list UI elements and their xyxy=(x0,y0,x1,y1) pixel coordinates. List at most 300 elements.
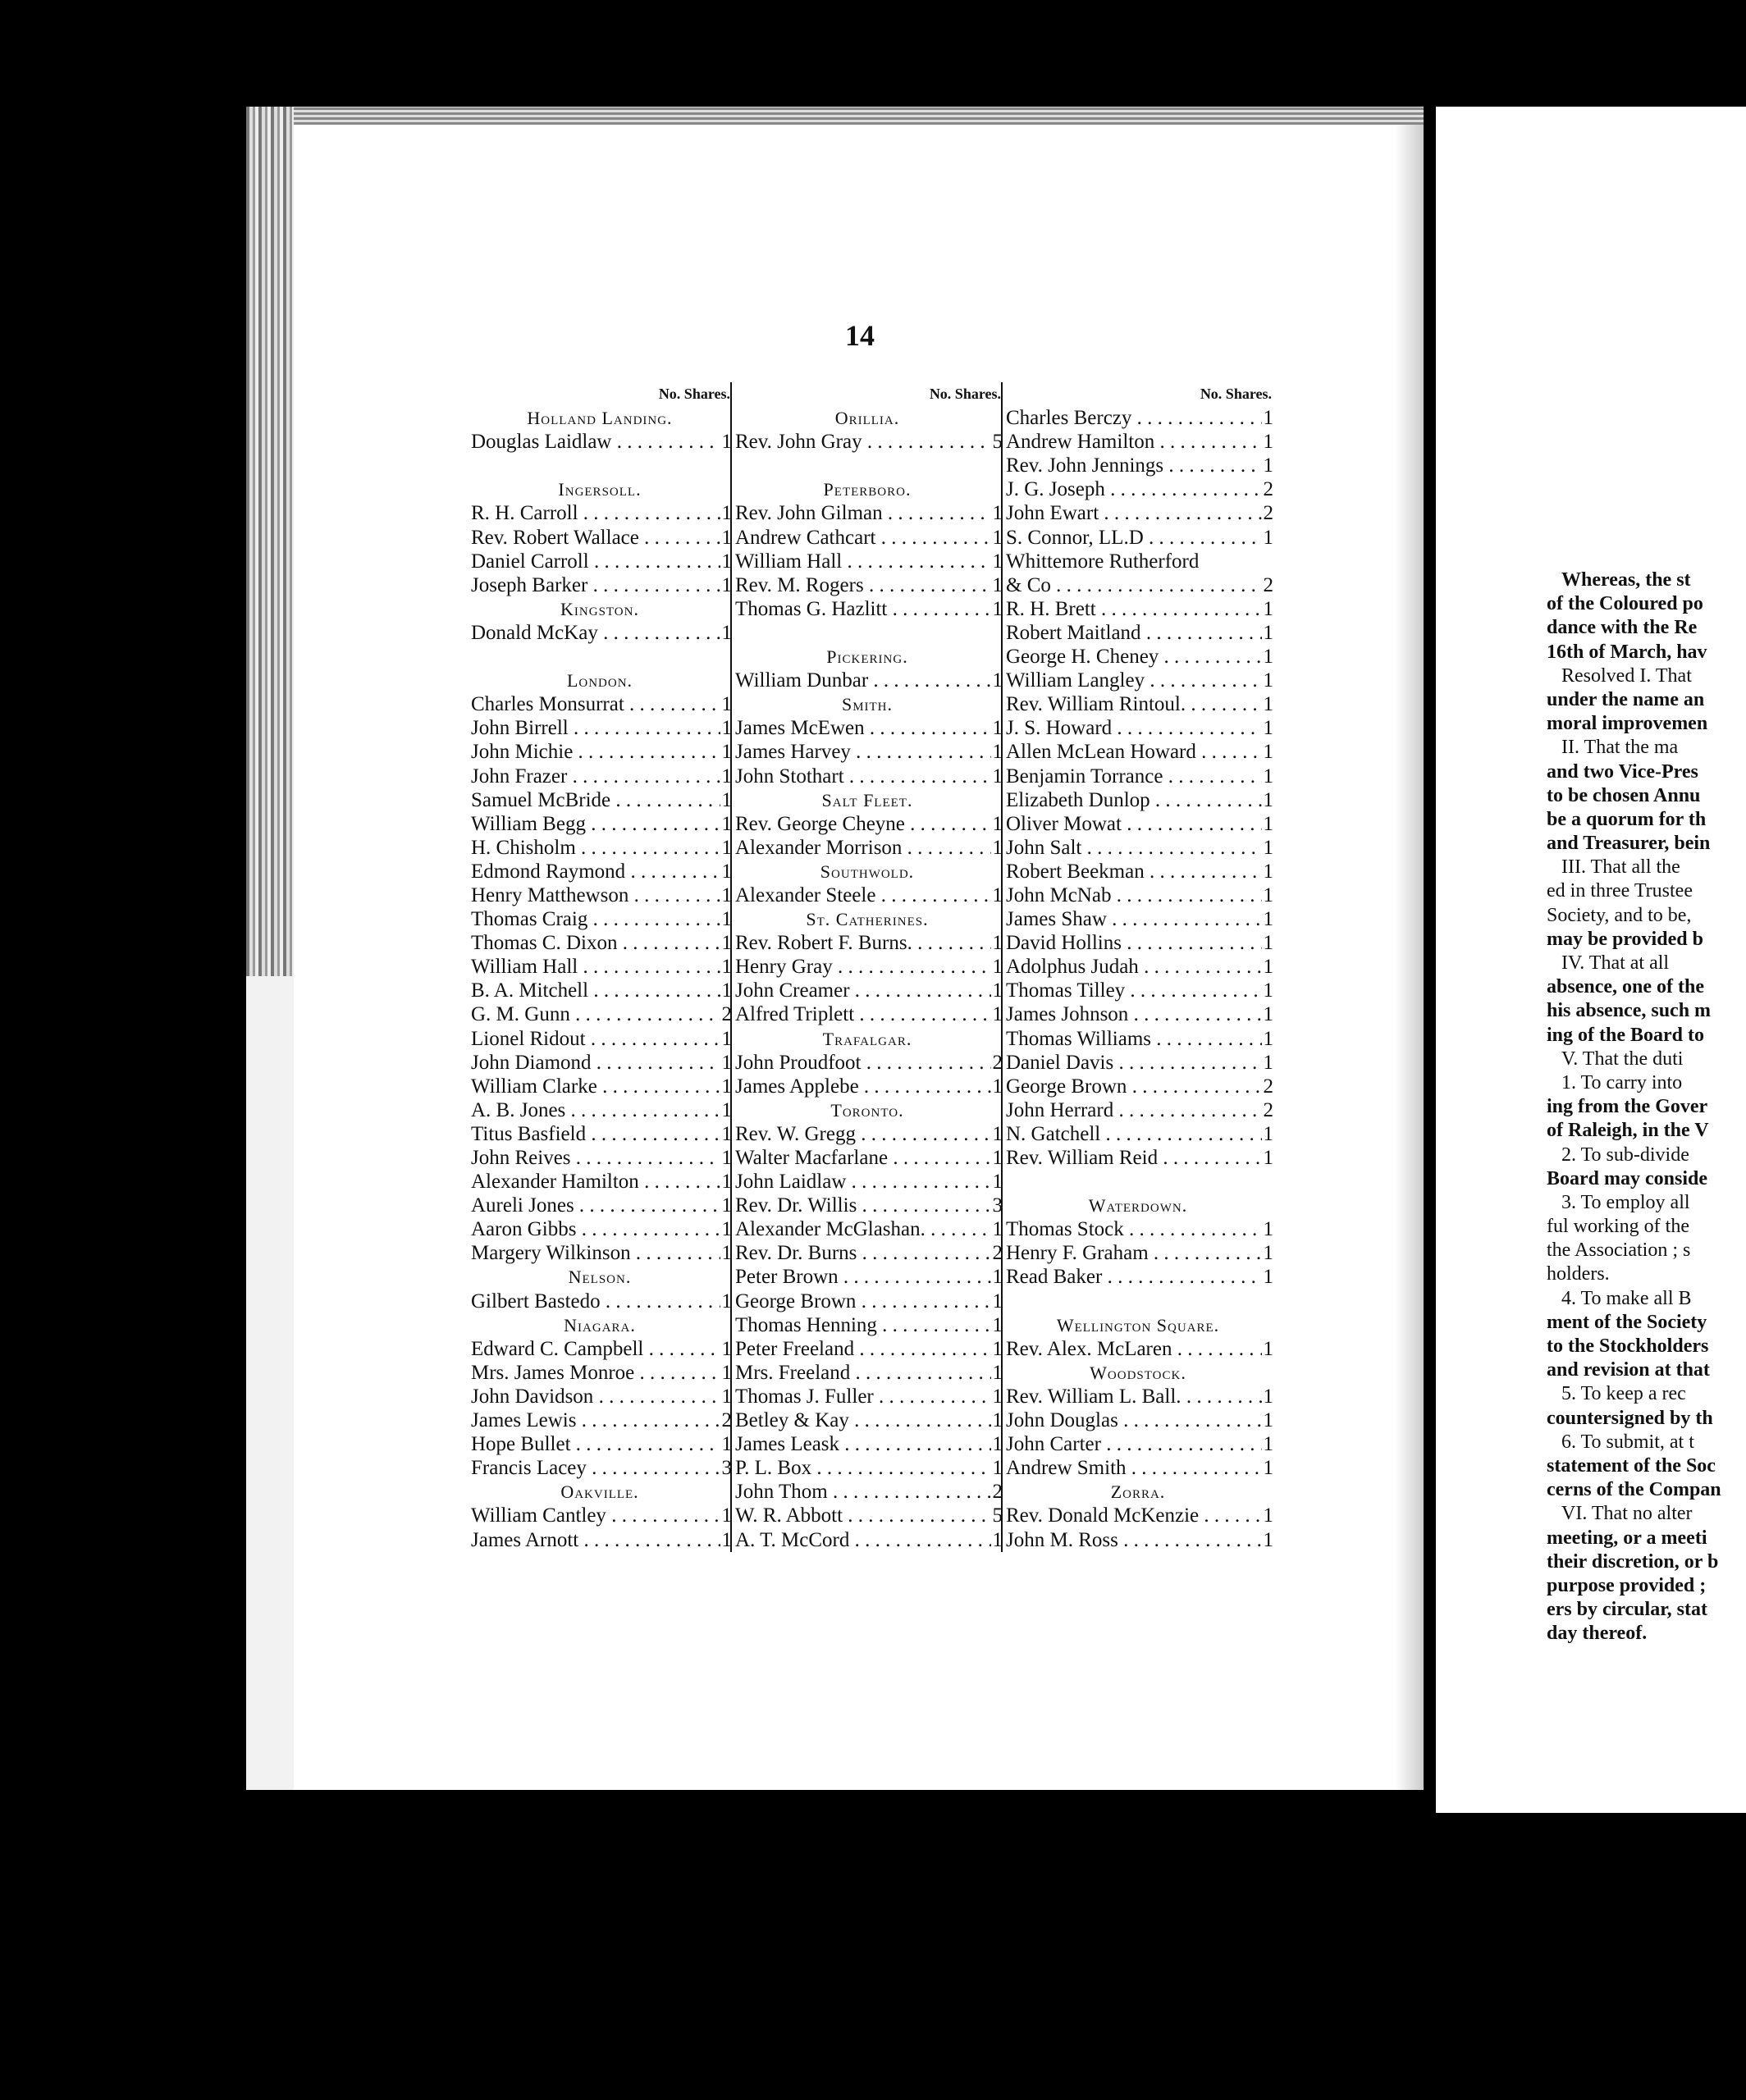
text-line: II. That the ma xyxy=(1561,737,1679,759)
share-count: 1 xyxy=(1263,1027,1273,1050)
shareholder-row xyxy=(468,716,732,740)
shareholder-name: Hope Bullet . . . xyxy=(468,1432,720,1456)
text-line: IV. That at all xyxy=(1561,952,1670,974)
share-count: 1 xyxy=(721,693,732,716)
text-line: 3. To employ all xyxy=(1561,1191,1690,1213)
text-line: their discretion, or b xyxy=(1547,1550,1719,1573)
shareholder-name: Thomas J. Fuller . . . xyxy=(732,1385,991,1408)
shareholder-row xyxy=(468,1051,732,1075)
share-count: 1 xyxy=(721,1122,732,1145)
shareholder-row xyxy=(468,1170,732,1194)
shareholder-name: Alexander Hamilton . . . xyxy=(468,1170,720,1194)
share-count: 1 xyxy=(721,1361,732,1384)
shareholder-row xyxy=(468,692,732,716)
text-line: Whereas, the st xyxy=(1561,569,1691,591)
shareholder-row xyxy=(1003,812,1273,836)
share-count: 1 xyxy=(992,1171,1003,1194)
shareholder-row xyxy=(732,1528,1003,1552)
text-line: meeting, or a meeti xyxy=(1547,1527,1707,1549)
shareholder-row xyxy=(1003,1122,1273,1146)
shareholder-name: Rev. George Cheyne . . . xyxy=(732,812,991,836)
shareholder-row xyxy=(468,430,732,454)
shareholder-row xyxy=(732,1480,1003,1504)
spacer xyxy=(468,454,732,477)
text-line: may be provided b xyxy=(1547,928,1703,950)
shareholder-name: Peter Brown . . . xyxy=(732,1265,991,1289)
shareholder-row xyxy=(468,501,732,525)
text-line: countersigned by th xyxy=(1547,1407,1713,1429)
shareholder-row xyxy=(468,1146,732,1170)
shareholder-name: John Thom . . . xyxy=(732,1480,991,1504)
text-line: 4. To make all B xyxy=(1561,1287,1692,1309)
share-count: 1 xyxy=(721,788,732,811)
text-line: 2. To sub-divide xyxy=(1561,1144,1689,1166)
shareholder-row xyxy=(732,836,1003,860)
shareholder-name: N. Gatchell . . . xyxy=(1003,1122,1262,1146)
column-header: No. Shares. xyxy=(1200,386,1272,402)
share-count: 1 xyxy=(992,883,1003,906)
shareholder-name: Daniel Davis . . . xyxy=(1003,1051,1262,1075)
share-count: 1 xyxy=(992,1075,1003,1098)
shareholder-row xyxy=(468,1194,732,1217)
shareholder-row xyxy=(1003,1051,1273,1075)
shareholder-name: Benjamin Torrance . . . xyxy=(1003,765,1262,788)
shareholder-row xyxy=(732,501,1003,525)
share-count: 1 xyxy=(1263,1242,1273,1265)
share-count: 5 xyxy=(992,431,1003,454)
share-count: 1 xyxy=(721,883,732,906)
shareholder-row xyxy=(732,669,1003,692)
share-count: 1 xyxy=(992,1433,1003,1456)
shareholder-row xyxy=(1003,883,1273,907)
shareholder-name: Alexander Steele . . . xyxy=(732,883,991,907)
share-count: 1 xyxy=(1263,1504,1273,1527)
share-count: 1 xyxy=(992,1266,1003,1289)
share-count: 1 xyxy=(1263,1266,1273,1289)
shareholder-row xyxy=(1003,1456,1273,1480)
shareholder-row xyxy=(1003,550,1273,573)
shareholder-name: John Reives . . . xyxy=(468,1146,720,1170)
share-count: 1 xyxy=(721,1218,732,1241)
shareholder-row xyxy=(732,1051,1003,1075)
shareholder-row xyxy=(468,1241,732,1265)
text-line: under the name an xyxy=(1547,688,1705,710)
shareholder-name: Aureli Jones . . . xyxy=(468,1194,720,1217)
text-line: holders. xyxy=(1547,1263,1610,1285)
text-line: of Raleigh, in the V xyxy=(1547,1120,1709,1142)
share-count: 1 xyxy=(1263,431,1273,454)
section-heading: Niagara. xyxy=(564,1314,636,1335)
shareholder-name: James Applebe . . . xyxy=(732,1075,991,1098)
share-count: 1 xyxy=(1263,1528,1273,1551)
shareholder-name: George Brown . . . xyxy=(732,1290,991,1313)
share-count: 1 xyxy=(1263,597,1273,620)
shareholder-name: James Lewis . . . xyxy=(468,1408,720,1432)
section-heading: Peterboro. xyxy=(823,479,912,500)
shareholder-row xyxy=(468,1337,732,1361)
share-count: 1 xyxy=(721,1337,732,1360)
shareholder-name: William Langley . . . xyxy=(1003,669,1262,692)
section-heading: Smith. xyxy=(841,694,894,715)
share-count: 1 xyxy=(1263,860,1273,883)
section-heading: Southwold. xyxy=(820,861,915,882)
section-heading: Toronto. xyxy=(830,1099,904,1121)
spacer xyxy=(732,621,1003,645)
shareholder-name: Mrs. Freeland . . . xyxy=(732,1361,991,1385)
share-count: 1 xyxy=(1263,646,1273,669)
shareholder-name: George Brown . . . xyxy=(1003,1075,1262,1098)
shareholder-name: John M. Ross . . . xyxy=(1003,1528,1262,1552)
shareholder-name: Alfred Triplett . . . xyxy=(732,1002,991,1026)
share-count: 1 xyxy=(992,1528,1003,1551)
section-heading: Orillia. xyxy=(834,408,900,429)
share-count: 1 xyxy=(992,1385,1003,1408)
share-count: 1 xyxy=(721,836,732,859)
shareholder-name: James Shaw . . . xyxy=(1003,907,1262,931)
shareholder-row xyxy=(732,883,1003,907)
text-line: ing from the Gover xyxy=(1547,1096,1708,1118)
share-count: 1 xyxy=(721,1027,732,1050)
shareholder-name: Donald McKay . . . xyxy=(468,621,720,645)
shareholder-row xyxy=(732,573,1003,597)
shareholder-row xyxy=(732,1432,1003,1456)
shareholder-row xyxy=(1003,765,1273,788)
share-count: 1 xyxy=(1263,693,1273,716)
share-count: 1 xyxy=(1263,1051,1273,1074)
shareholder-row xyxy=(1003,931,1273,955)
share-count: 1 xyxy=(992,1409,1003,1432)
shareholder-name: James Leask . . . xyxy=(732,1432,991,1456)
text-line: dance with the Re xyxy=(1547,617,1698,639)
shareholder-row xyxy=(468,907,732,931)
share-count: 1 xyxy=(721,956,732,979)
shareholder-row xyxy=(732,1170,1003,1194)
shareholder-name: J. S. Howard . . . xyxy=(1003,716,1262,740)
section-heading: Trafalgar. xyxy=(822,1028,912,1049)
shareholder-name: P. L. Box . . . xyxy=(732,1456,991,1480)
shareholder-name: Thomas C. Dixon . . . xyxy=(468,931,720,955)
shareholder-row xyxy=(468,1002,732,1026)
share-count: 2 xyxy=(721,1003,732,1026)
shareholder-name: Rev. William Rintoul. . . . xyxy=(1003,692,1262,716)
shareholder-row xyxy=(468,860,732,883)
shareholder-name: William Cantley . . . xyxy=(468,1504,720,1527)
shareholder-row xyxy=(732,1290,1003,1313)
shareholder-row xyxy=(468,765,732,788)
share-count: 1 xyxy=(992,1003,1003,1026)
shareholder-row xyxy=(1003,1265,1273,1289)
shareholder-name: James Harvey . . . xyxy=(732,740,991,764)
share-count: 1 xyxy=(1263,1147,1273,1169)
shareholder-row xyxy=(468,1075,732,1098)
share-count: 1 xyxy=(992,717,1003,740)
shareholder-row xyxy=(1003,1002,1273,1026)
shareholder-name: Rev. John Gray . . . xyxy=(732,430,991,454)
share-count: 1 xyxy=(721,765,732,788)
section-heading: Pickering. xyxy=(826,646,908,668)
shareholder-name: Gilbert Bastedo . . . xyxy=(468,1290,720,1313)
shareholder-name: J. G. Joseph . . . xyxy=(1003,477,1262,501)
shareholder-name: James Arnott . . . xyxy=(468,1528,720,1552)
shareholder-row xyxy=(1003,1075,1273,1098)
text-line: 6. To submit, at t xyxy=(1561,1431,1694,1453)
shareholder-name: Samuel McBride . . . xyxy=(468,788,720,812)
text-line: to be chosen Annu xyxy=(1547,784,1701,806)
right-page-text xyxy=(1547,568,1746,1646)
shareholder-row xyxy=(468,621,732,645)
shareholder-name: Alexander Morrison . . . xyxy=(732,836,991,860)
shareholder-name: Rev. John Jennings . . . xyxy=(1003,454,1262,477)
share-count: 1 xyxy=(992,1290,1003,1312)
share-count xyxy=(1262,550,1273,573)
text-line: day thereof. xyxy=(1547,1623,1648,1645)
spacer xyxy=(468,645,732,669)
share-count: 1 xyxy=(721,1433,732,1456)
share-count: 1 xyxy=(1263,956,1273,979)
shareholder-row xyxy=(1003,669,1273,692)
share-count: 1 xyxy=(1263,812,1273,835)
shares-column-2 xyxy=(730,382,1003,1552)
shareholder-row xyxy=(1003,1385,1273,1408)
shareholder-row xyxy=(468,526,732,550)
shareholder-name: Rev. William L. Ball. . . . xyxy=(1003,1385,1262,1408)
shareholder-name: John Ewart . . . xyxy=(1003,501,1262,525)
share-count: 1 xyxy=(1263,1218,1273,1241)
shareholder-row xyxy=(468,979,732,1002)
section-heading: Kingston. xyxy=(560,598,639,619)
share-count: 1 xyxy=(992,1361,1003,1384)
shareholder-name: Oliver Mowat . . . xyxy=(1003,812,1262,836)
shareholder-row xyxy=(1003,907,1273,931)
share-count: 1 xyxy=(992,1457,1003,1480)
shareholder-name: Joseph Barker . . . xyxy=(468,573,720,597)
shareholder-name: Walter Macfarlane . . . xyxy=(732,1146,991,1170)
shareholder-row xyxy=(468,1456,732,1480)
shareholder-row xyxy=(468,788,732,812)
shareholder-name: John Carter . . . xyxy=(1003,1432,1262,1456)
share-count: 1 xyxy=(721,502,732,525)
share-count: 1 xyxy=(721,526,732,549)
shareholder-row xyxy=(1003,621,1273,645)
shareholder-name: Daniel Carroll . . . xyxy=(468,550,720,573)
page-number: 14 xyxy=(845,319,875,352)
shareholder-row xyxy=(468,955,732,979)
share-count: 1 xyxy=(1263,1433,1273,1456)
share-count: 1 xyxy=(721,717,732,740)
shareholder-row xyxy=(732,550,1003,573)
shareholder-name: Rev. William Reid . . . xyxy=(1003,1146,1262,1170)
text-line: ers by circular, stat xyxy=(1547,1599,1707,1621)
share-count: 1 xyxy=(1263,1337,1273,1360)
shareholder-name: Rev. Robert Wallace . . . xyxy=(468,526,720,550)
section-heading: St. Catherines. xyxy=(806,909,929,930)
share-count: 1 xyxy=(992,979,1003,1002)
shareholder-name: Thomas Williams . . . xyxy=(1003,1027,1262,1051)
shareholder-row xyxy=(1003,716,1273,740)
share-count: 1 xyxy=(992,1147,1003,1169)
section-heading: Waterdown. xyxy=(1088,1195,1188,1217)
shareholder-name: John Creamer . . . xyxy=(732,979,991,1002)
share-count: 1 xyxy=(992,956,1003,979)
text-line: 16th of March, hav xyxy=(1547,641,1707,663)
shares-column-3 xyxy=(1001,382,1273,1552)
shareholder-row xyxy=(1003,1337,1273,1361)
shareholder-name: Alexander McGlashan. . . . xyxy=(732,1217,991,1241)
shareholder-row xyxy=(732,1194,1003,1217)
shareholder-row xyxy=(732,740,1003,764)
share-count: 1 xyxy=(992,765,1003,788)
share-count: 1 xyxy=(721,1098,732,1121)
shareholder-row xyxy=(468,836,732,860)
text-line: ment of the Society xyxy=(1547,1311,1707,1333)
shareholder-row xyxy=(732,955,1003,979)
shareholder-row xyxy=(1003,1098,1273,1122)
shareholder-row xyxy=(1003,836,1273,860)
column-header: No. Shares. xyxy=(929,386,1001,402)
page-edge-shadow xyxy=(246,976,294,1790)
share-count: 3 xyxy=(992,1194,1003,1217)
shareholder-name: Rev. John Gilman . . . xyxy=(732,501,991,525)
text-line: and revision at that xyxy=(1547,1359,1710,1381)
share-count: 2 xyxy=(1263,478,1273,501)
shareholder-name: John Michie . . . xyxy=(468,740,720,764)
shareholder-name: Robert Beekman . . . xyxy=(1003,860,1262,883)
shareholder-name: James McEwen . . . xyxy=(732,716,991,740)
shareholder-row xyxy=(1003,406,1273,430)
shareholder-row xyxy=(468,931,732,955)
shareholder-row xyxy=(1003,501,1273,525)
shareholder-row xyxy=(468,1361,732,1385)
share-count: 1 xyxy=(721,621,732,644)
shareholder-name: G. M. Gunn . . . xyxy=(468,1002,720,1026)
shareholder-row xyxy=(732,1385,1003,1408)
shareholder-name: William Dunbar . . . xyxy=(732,669,991,692)
book-spine-edge xyxy=(246,107,294,976)
shareholder-name: James Johnson . . . xyxy=(1003,1002,1262,1026)
shareholder-name: William Hall . . . xyxy=(732,550,991,573)
shareholder-name: H. Chisholm . . . xyxy=(468,836,720,860)
share-count: 1 xyxy=(721,1504,732,1527)
share-count: 1 xyxy=(1263,1122,1273,1145)
share-count: 1 xyxy=(1263,883,1273,906)
shareholder-row xyxy=(732,1313,1003,1337)
share-count: 1 xyxy=(1263,836,1273,859)
text-line: 1. To carry into xyxy=(1561,1071,1683,1093)
shareholder-name: John Stothart . . . xyxy=(732,765,991,788)
text-line: ed in three Trustee xyxy=(1547,880,1693,902)
shareholder-name: David Hollins . . . xyxy=(1003,931,1262,955)
shareholder-row xyxy=(732,1456,1003,1480)
text-line: statement of the Soc xyxy=(1547,1454,1716,1477)
section-heading: Wellington Square. xyxy=(1056,1314,1220,1335)
text-line: ing of the Board to xyxy=(1547,1024,1704,1046)
shareholder-row xyxy=(1003,597,1273,621)
shareholder-row xyxy=(732,979,1003,1002)
text-line: Society, and to be, xyxy=(1547,904,1692,926)
share-count: 1 xyxy=(721,1171,732,1194)
share-count: 1 xyxy=(1263,1409,1273,1432)
share-count: 1 xyxy=(1263,1385,1273,1408)
shareholder-row xyxy=(1003,1432,1273,1456)
shareholder-name: Mrs. James Monroe . . . xyxy=(468,1361,720,1385)
shareholder-name: Betley & Kay . . . xyxy=(732,1408,991,1432)
section-heading: Ingersoll. xyxy=(558,479,642,500)
shareholder-name: S. Connor, LL.D . . . xyxy=(1003,526,1262,550)
share-count: 1 xyxy=(1263,454,1273,477)
section-heading: Oakville. xyxy=(560,1481,639,1503)
shareholder-row xyxy=(1003,740,1273,764)
shareholder-row xyxy=(732,1337,1003,1361)
shareholder-name: William Hall . . . xyxy=(468,955,720,979)
text-line: Resolved I. That xyxy=(1561,664,1692,687)
shareholder-row xyxy=(732,931,1003,955)
shareholder-name: R. H. Brett . . . xyxy=(1003,597,1262,621)
share-count: 1 xyxy=(721,1147,732,1169)
shareholder-row xyxy=(732,1122,1003,1146)
text-line: VI. That no alter xyxy=(1561,1503,1693,1525)
text-line: the Association ; s xyxy=(1547,1239,1691,1262)
share-count: 1 xyxy=(721,1290,732,1312)
shareholder-name: Titus Basfield . . . xyxy=(468,1122,720,1146)
share-count: 1 xyxy=(1263,407,1273,430)
shareholder-name: Andrew Hamilton . . . xyxy=(1003,430,1262,454)
shareholder-row xyxy=(468,1098,732,1122)
shareholder-row xyxy=(468,1122,732,1146)
shareholder-row xyxy=(1003,1146,1273,1170)
shares-column-1 xyxy=(468,382,732,1552)
shareholder-row xyxy=(1003,526,1273,550)
section-heading: Nelson. xyxy=(568,1267,632,1288)
share-count: 2 xyxy=(992,1242,1003,1265)
shareholder-row xyxy=(468,1027,732,1051)
shareholder-row xyxy=(732,1361,1003,1385)
share-count: 1 xyxy=(721,573,732,596)
share-count: 1 xyxy=(992,812,1003,835)
text-line: absence, one of the xyxy=(1547,976,1704,998)
shareholder-row xyxy=(732,1241,1003,1265)
section-heading: London. xyxy=(566,670,633,692)
shareholder-row xyxy=(1003,430,1273,454)
share-count: 1 xyxy=(1263,1457,1273,1480)
share-count: 1 xyxy=(721,550,732,573)
share-count: 3 xyxy=(721,1457,732,1480)
gutter-shadow xyxy=(1395,125,1424,1790)
shareholder-row xyxy=(468,1385,732,1408)
shareholder-row xyxy=(732,430,1003,454)
share-count: 2 xyxy=(1263,1075,1273,1098)
shareholder-row xyxy=(732,1146,1003,1170)
shareholder-row xyxy=(732,1504,1003,1527)
share-count: 1 xyxy=(992,1313,1003,1336)
section-heading: Holland Landing. xyxy=(527,408,673,429)
shareholder-name: Thomas Tilley . . . xyxy=(1003,979,1262,1002)
share-count: 1 xyxy=(992,597,1003,620)
text-line: and two Vice-Pres xyxy=(1547,760,1698,783)
share-count: 1 xyxy=(721,431,732,454)
shareholder-row xyxy=(1003,955,1273,979)
share-count: 1 xyxy=(1263,526,1273,549)
shareholder-row xyxy=(732,1408,1003,1432)
shareholder-name: John Herrard . . . xyxy=(1003,1098,1262,1122)
shareholder-row xyxy=(468,1432,732,1456)
text-line: be a quorum for th xyxy=(1547,808,1707,830)
shareholder-row xyxy=(732,597,1003,621)
shareholder-name: Andrew Cathcart . . . xyxy=(732,526,991,550)
spacer xyxy=(1003,1170,1273,1194)
shareholder-name: Lionel Ridout . . . xyxy=(468,1027,720,1051)
text-line: V. That the duti xyxy=(1561,1048,1684,1070)
shareholder-name: Charles Berczy . . . xyxy=(1003,406,1262,430)
